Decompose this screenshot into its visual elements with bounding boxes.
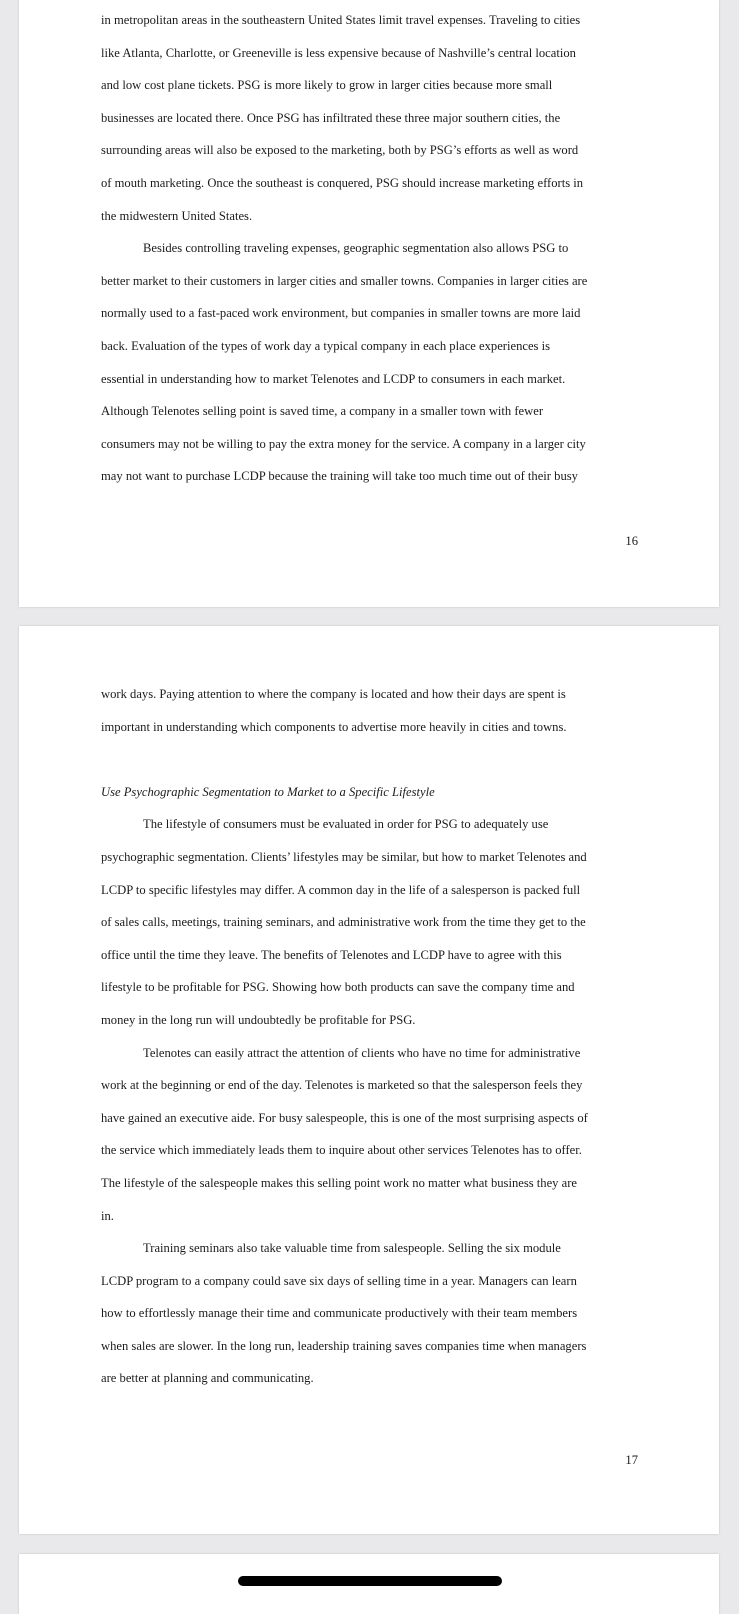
text-line: work at the beginning or end of the day. Telenotes is marketed so that the salesperson feels they	[101, 1078, 583, 1093]
text-line: in.	[101, 1208, 114, 1223]
page-17-body	[101, 684, 661, 1401]
text-line: surrounding areas will also be exposed to the marketing, both by PSG’s efforts as well as word	[101, 143, 579, 158]
blank-line	[101, 749, 661, 782]
text-line: The lifestyle of the salespeople makes this selling point work no matter what business they are	[101, 1175, 577, 1190]
home-indicator[interactable]	[238, 1576, 502, 1586]
text-line: back. Evaluation of the types of work day a typical company in each place experiences is	[101, 338, 551, 353]
text-line: LCDP program to a company could save six days of selling time in a year. Managers can learn	[101, 1273, 577, 1288]
text-line: work days. Paying attention to where the company is located and how their days are spent is	[101, 687, 566, 701]
text-line: the midwestern United States.	[101, 208, 253, 223]
text-line: LCDP to specific lifestyles may differ. A common day in the life of a salesperson is packed full	[101, 882, 581, 897]
text-line: like Atlanta, Charlotte, or Greeneville is less expensive because of Nashville’s central location	[101, 45, 576, 60]
text-line: The lifestyle of consumers must be evaluated in order for PSG to adequately use	[143, 817, 549, 832]
text-line: of sales calls, meetings, training seminars, and administrative work from the time they get to the	[101, 915, 586, 930]
text-line: money in the long run will undoubtedly be profitable for PSG.	[101, 1012, 416, 1027]
text-line: when sales are slower. In the long run, leadership training saves companies time when managers	[101, 1338, 587, 1353]
text-line: psychographic segmentation. Clients’ lifestyles may be similar, but how to market Telenotes and	[101, 849, 587, 864]
text-line: may not want to purchase LCDP because the training will take too much time out of their busy	[101, 469, 578, 484]
page-number: 16	[625, 534, 638, 548]
text-line: lifestyle to be profitable for PSG. Showing how both products can save the company time and	[101, 980, 575, 995]
text-line: Telenotes can easily attract the attention of clients who have no time for administrative	[143, 1045, 581, 1060]
text-line: normally used to a fast-paced work environment, but companies in smaller towns are more laid	[101, 306, 581, 321]
page-16-body	[101, 10, 661, 499]
text-line: are better at planning and communicating.	[101, 1371, 314, 1386]
text-line: consumers may not be willing to pay the extra money for the service. A company in a larger city	[101, 436, 586, 451]
text-line: Besides controlling traveling expenses, geographic segmentation also allows PSG to	[143, 241, 569, 256]
section-heading: Use Psychographic Segmentation to Market to a Specific Lifestyle	[101, 784, 435, 799]
text-line: better market to their customers in larger cities and smaller towns. Companies in larger cities are	[101, 273, 588, 288]
text-line: the service which immediately leads them to inquire about other services Telenotes has to offer.	[101, 1143, 582, 1158]
text-line: essential in understanding how to market Telenotes and LCDP to consumers in each market.	[101, 371, 566, 386]
text-line: Although Telenotes selling point is saved time, a company in a smaller town with fewer	[101, 404, 544, 419]
text-line: Training seminars also take valuable time from salespeople. Selling the six module	[143, 1241, 561, 1256]
document-page-17	[19, 626, 719, 1534]
text-line: office until the time they leave. The benefits of Telenotes and LCDP have to agree with this	[101, 947, 562, 962]
text-line: have gained an executive aide. For busy salespeople, this is one of the most surprising aspects of	[101, 1110, 588, 1125]
page-number: 17	[625, 1453, 638, 1467]
text-line: how to effortlessly manage their time and communicate productively with their team members	[101, 1306, 578, 1321]
text-line: and low cost plane tickets. PSG is more likely to grow in larger cities because more small	[101, 78, 553, 93]
text-line: in metropolitan areas in the southeastern United States limit travel expenses. Traveling to cities	[101, 13, 581, 27]
document-page-16	[19, 0, 719, 607]
text-line: of mouth marketing. Once the southeast is conquered, PSG should increase marketing efforts in	[101, 175, 584, 190]
text-line: businesses are located there. Once PSG has infiltrated these three major southern cities, the	[101, 110, 561, 125]
text-line: important in understanding which components to advertise more heavily in cities and towns.	[101, 719, 567, 734]
